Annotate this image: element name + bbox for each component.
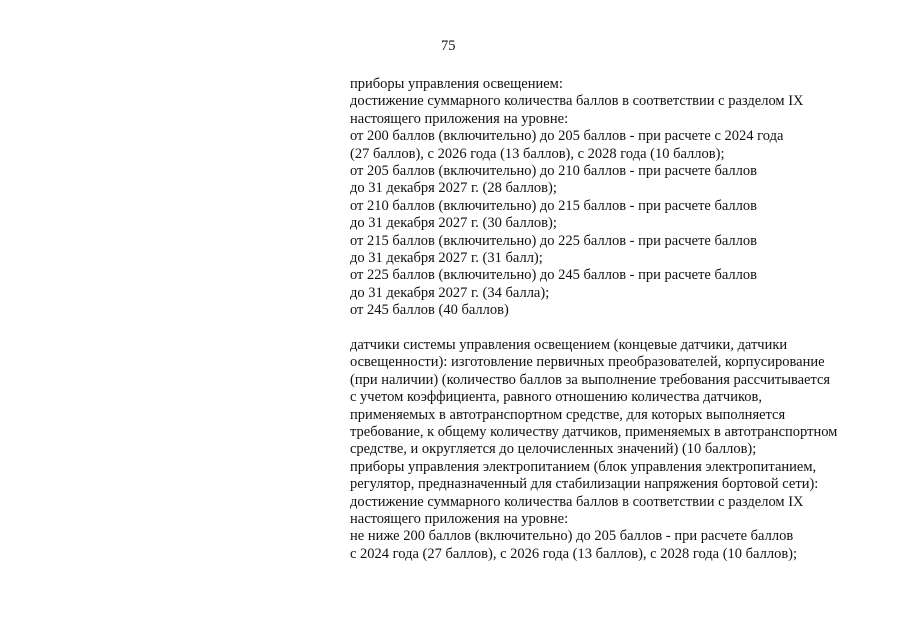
text-line: до 31 декабря 2027 г. (28 баллов); <box>350 180 557 197</box>
text-line: регулятор, предназначенный для стабилизации напряжения бортовой сети): <box>350 476 819 493</box>
text-line: от 245 баллов (40 баллов) <box>350 302 509 319</box>
text-line: от 215 баллов (включительно) до 225 баллов - при расчете баллов <box>350 232 757 249</box>
text-line: от 210 баллов (включительно) до 215 баллов - при расчете баллов <box>350 197 757 214</box>
text-line: от 200 баллов (включительно) до 205 баллов - при расчете с 2024 года <box>350 128 784 145</box>
text-line: требование, к общему количеству датчиков, применяемых в автотранспортном <box>350 424 838 441</box>
text-line: приборы управления электропитанием (блок управления электропитанием, <box>350 458 817 475</box>
text-line: до 31 декабря 2027 г. (30 баллов); <box>350 215 557 232</box>
text-line: от 225 баллов (включительно) до 245 баллов - при расчете баллов <box>350 267 757 284</box>
text-line: настоящего приложения на уровне: <box>350 110 569 127</box>
text-line: (при наличии) (количество баллов за выполнение требования рассчитывается <box>350 371 831 388</box>
paragraph-lighting-sensors <box>350 337 890 563</box>
text-line: настоящего приложения на уровне: <box>350 511 569 528</box>
text-line: не ниже 200 баллов (включительно) до 205 баллов - при расчете баллов <box>350 528 794 545</box>
text-line: (27 баллов), с 2026 года (13 баллов), с 2028 года (10 баллов); <box>350 145 725 162</box>
text-line: с учетом коэффициента, равного отношению количества датчиков, <box>350 389 762 406</box>
text-line: приборы управления освещением: <box>350 76 563 92</box>
page-number: 75 <box>441 38 456 54</box>
text-line: достижение суммарного количества баллов в соответствии с разделом IX <box>350 93 804 110</box>
text-line: до 31 декабря 2027 г. (31 балл); <box>350 250 543 267</box>
text-line: достижение суммарного количества баллов в соответствии с разделом IX <box>350 493 804 510</box>
text-line: с 2024 года (27 баллов), с 2026 года (13 баллов), с 2028 года (10 баллов); <box>350 545 798 562</box>
text-line: средстве, и округляется до целочисленных значений) (10 баллов); <box>350 441 757 458</box>
text-line: освещенности): изготовление первичных преобразователей, корпусирование <box>350 354 825 371</box>
paragraph-lighting-control <box>350 76 890 320</box>
text-line: от 205 баллов (включительно) до 210 баллов - при расчете баллов <box>350 163 757 180</box>
text-line: применяемых в автотранспортном средстве, для которых выполняется <box>350 406 786 423</box>
text-line: до 31 декабря 2027 г. (34 балла); <box>350 284 550 301</box>
text-line: датчики системы управления освещением (концевые датчики, датчики <box>350 337 788 353</box>
